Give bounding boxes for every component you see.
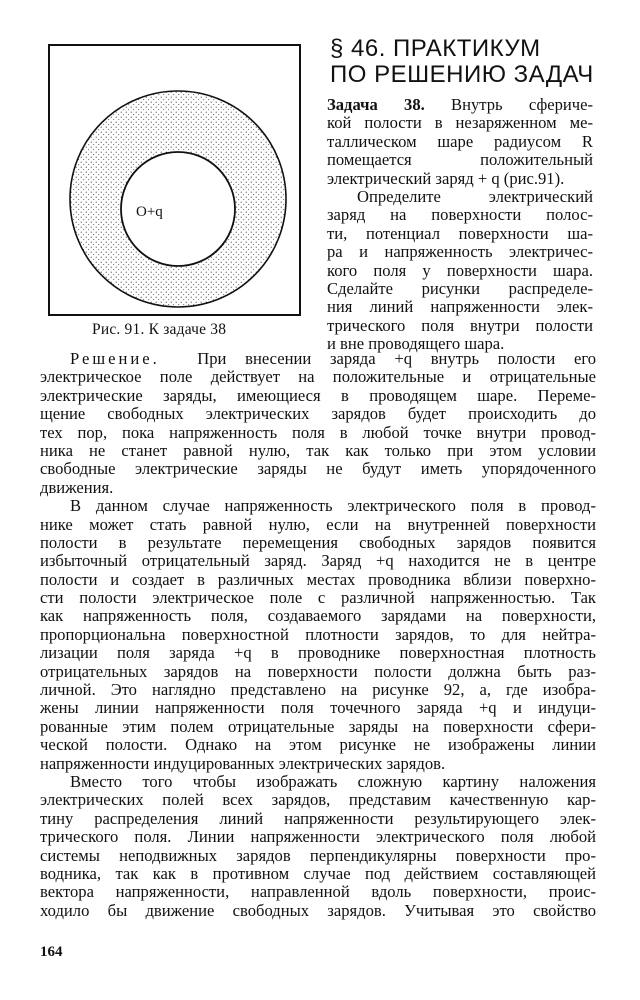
body-line: как напряженность поля, создаваемого зарядами на поверхности, — [40, 606, 596, 626]
body-line: полости и создает в различных местах проводника вблизи поверхно- — [40, 569, 596, 589]
body-line: электрических полей всех зарядов, представим качественную кар- — [40, 790, 596, 810]
task-line: трического поля внутри полости — [327, 315, 593, 335]
body-line: вектора напряженности, направленной вдоль поверхности, проис- — [40, 882, 596, 902]
body-line: движения. — [40, 477, 114, 497]
task-line: Определите электрический — [357, 186, 593, 206]
body-line: ческой полости. Однако на этом рисунке не изображены линии — [40, 735, 596, 755]
section-subtitle: ПО РЕШЕНИЮ ЗАДАЧ — [330, 61, 594, 88]
body-line: личной. Это наглядно представлено на рисунке 92, а, где изобра- — [40, 680, 596, 700]
body-line: жены линии напряженности поля точечного заряда +q и индуци- — [40, 698, 596, 718]
body-line: свободные электрические заряды не будут иметь упорядоченного — [40, 459, 596, 479]
body-line: тину распределения линий напряженности результирующего элек- — [40, 808, 596, 828]
body-line: ника не станет равной нулю, так как только при этом условии — [40, 440, 596, 460]
body-line: нике может стать равной нулю, если на внутренней поверхности — [40, 514, 596, 534]
body-line: рованные этим полем отрицательные заряды на поверхности сфери- — [40, 716, 596, 736]
body-line: полости в результате перемещения свободных зарядов появится — [40, 532, 596, 552]
task-line: Сделайте рисунки распределе- — [327, 278, 593, 298]
task-38 — [327, 96, 593, 353]
body-line: отрицательных зарядов на поверхности полости должна быть раз- — [40, 661, 596, 681]
body-line: пропорциональна поверхностной плотности зарядов, то для нейтра- — [40, 624, 596, 644]
body-line: лизации поля заряда +q в проводнике поверхностная плотность — [40, 643, 596, 663]
task-line: ния линий напряженности элек- — [327, 297, 593, 317]
task-line: Задача 38. Внутрь сфериче- — [327, 95, 593, 114]
task-line: электрический заряд + q (рис.91). — [327, 168, 565, 188]
body-line: тех пор, пока напряженность поля в любой точке внутри провод- — [40, 422, 596, 442]
body-line: щение свободных электрических зарядов будет происходить до — [40, 404, 596, 424]
body-line: В данном случае напряженность электрического поля в провод- — [70, 496, 596, 516]
body-line: системы неподвижных зарядов перпендикулярны поверхности про- — [40, 845, 596, 865]
figure-91 — [48, 44, 301, 316]
body-line: электрическое поле действует на положительные и отрицательные — [40, 367, 596, 387]
body-line: Вместо того чтобы изображать сложную картину наложения — [70, 771, 596, 791]
body-line: Решение. При внесении заряда +q внутрь полости его — [70, 349, 597, 368]
body-line: напряженности индуцированных электрических зарядов. — [40, 753, 446, 773]
task-line: кой полости в незаряженном ме- — [327, 113, 593, 133]
body-line: избыточный отрицательный заряд. Заряд +q находится не в центре — [40, 551, 596, 571]
charge-label: O+q — [136, 204, 163, 220]
task-line: помещается положительный — [327, 150, 593, 170]
body-line: электрические заряды, имеющиеся в проводящем шаре. Переме- — [40, 385, 596, 405]
figure-caption: Рис. 91. К задаче 38 — [92, 321, 227, 338]
sphere-diagram — [50, 46, 299, 314]
page-number: 164 — [40, 944, 63, 960]
task-line: кого поля у поверхности шара. — [327, 260, 593, 280]
section-heading — [330, 36, 594, 88]
section-title: § 46. ПРАКТИКУМ — [330, 35, 541, 62]
task-line: и вне проводящего шара. — [327, 334, 505, 354]
body-line: ходило бы движение свободных зарядов. Учитывая это свойство — [40, 900, 596, 920]
solution-word: Решение. — [70, 349, 160, 368]
task-line: заряд на поверхности полос- — [327, 205, 593, 225]
task-label: Задача 38. — [327, 95, 425, 114]
body-line: водника, так как в противном случае под действием составляющей — [40, 863, 596, 883]
task-line: ра и напряженность электричес- — [327, 242, 593, 262]
task-line: таллическом шаре радиусом R — [327, 131, 593, 151]
task-line: ти, потенциал поверхности ша- — [327, 223, 593, 243]
solution-text — [40, 350, 596, 920]
body-line: сти полости электрическое поле с различной напряженностью. Так — [40, 588, 596, 608]
body-line: трического поля. Линии напряженности электрического поля любой — [40, 827, 596, 847]
